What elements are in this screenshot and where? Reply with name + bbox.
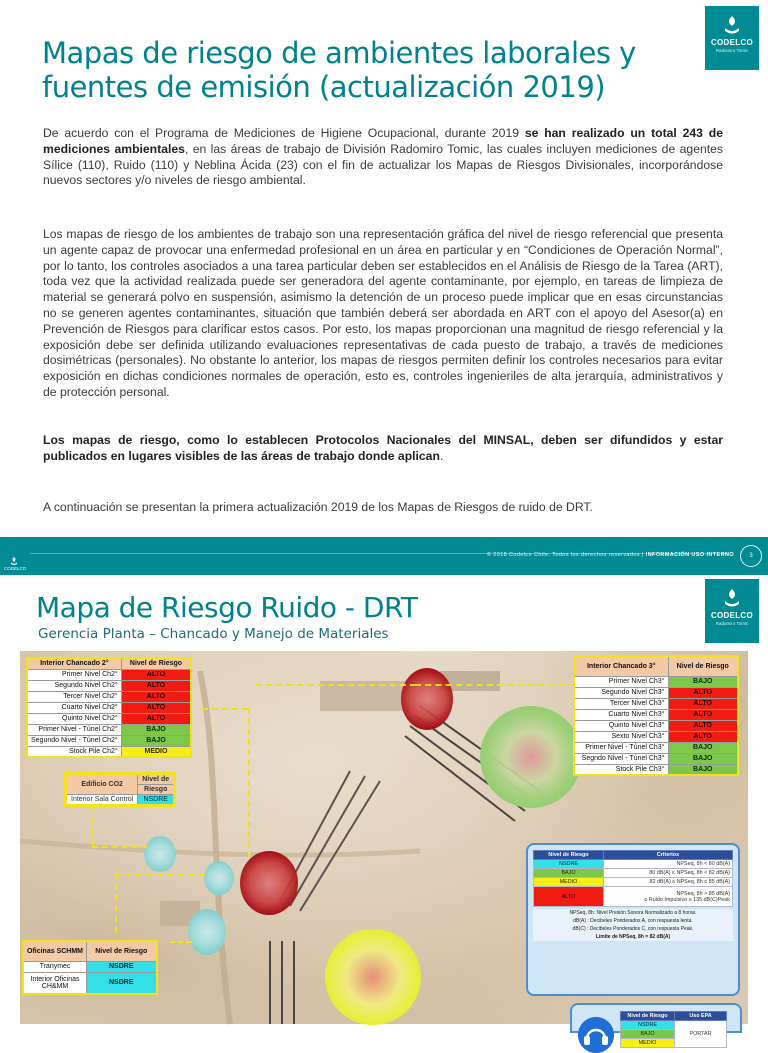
table-row [574, 698, 738, 709]
codelco-mark-icon [721, 14, 743, 36]
ch2-area: Primer Nivel - Túnel Ch2° [27, 724, 121, 735]
legend-criteria: 80 dB(A) ≤ NPSeq, 8h < 82 dB(A) [604, 869, 733, 878]
footer-text [487, 552, 734, 558]
legend-level: NSDRE [534, 860, 604, 869]
ch3-header: Interior Chancado 3° [574, 656, 668, 676]
zone-co2-nsdre [144, 836, 176, 872]
connector-ch2-v [248, 708, 250, 858]
zone-ch3-alto [401, 668, 453, 730]
table-row [27, 702, 191, 713]
table-row [23, 961, 157, 972]
legend-notes [533, 909, 733, 941]
footer-copyright: © 2018 Codelco Chile. Todos los derechos reservados | [486, 552, 646, 558]
table-oficinas-schmm [22, 940, 158, 995]
table-row [621, 1021, 727, 1030]
ch2-level: MEDIO [121, 746, 191, 757]
epp-level: NSDRE [621, 1021, 675, 1030]
ch3-level: ALTO [668, 720, 738, 731]
schmm-area: Interior Oficinas CH&MM [23, 972, 87, 994]
zone-ch2-alto [240, 851, 298, 915]
p1-text-c: , en las áreas de trabajo de División Radomiro Tomic, las cuales incluyen mediciones de agentes Sílice (110), Ruido (110) y Neblina Ácida (23) con el fin de actualizar los Mapas de Riesgos Divisionales, incorporándose nuevos sectores y/o niveles de riesgo ambiental. [43, 141, 724, 188]
slide-footer [0, 537, 768, 575]
slide-2-subtitle: Gerencia Planta – Chancado y Manejo de Materiales [38, 626, 389, 642]
ch3-area: Segundo Nivel Ch3° [574, 687, 668, 698]
ch2-area: Primer Nivel Ch2° [27, 669, 121, 680]
footer-logo [4, 557, 27, 573]
co2-area: Interior Sala Control [66, 795, 138, 806]
ch3-area: Stock Pile Ch3° [574, 764, 668, 775]
connector-ch3-right [415, 684, 575, 686]
ch3-area: Primer Nivel - Túnel Ch3° [574, 742, 668, 753]
zone-ch3-bajo [480, 706, 582, 808]
ch3-area: Segndo Nivel - Túnel Ch3° [574, 753, 668, 764]
slide-1-title: Mapas de riesgo de ambientes laborales y fuentes de emisión (actualización 2019) [42, 36, 636, 104]
paragraph-continuacion: A continuación se presentan la primera actualización 2019 de los Mapas de Riesgos de ruido de DRT. [43, 500, 593, 514]
table-row [534, 869, 733, 878]
legend-level: ALTO [534, 887, 604, 907]
ch2-area: Cuarto Nivel Ch2° [27, 702, 121, 713]
connector-schmm-2 [170, 941, 192, 943]
table-row [27, 746, 191, 757]
ch2-area: Quinto Nivel Ch2° [27, 713, 121, 724]
legend-criteria-2: o Ruido Impulsivo ≥ 135 dB(C)Peak [644, 896, 730, 903]
legend-level: BAJO [534, 869, 604, 878]
paragraph-mediciones [43, 126, 723, 189]
legend-note: dB(A) : Decibeles Ponderados A, con respuesta lenta. [573, 918, 693, 924]
codelco-logo [705, 6, 759, 70]
legend-col-criteria: Criterios [604, 851, 733, 860]
epp-col-use: Uso EPA [675, 1012, 727, 1021]
epp-level: MEDIO [621, 1039, 675, 1048]
legend-criteria: NPSeq, 8h < 80 dB(A) [604, 860, 733, 869]
legend-note: NPSeq, 8h: Nivel Presión Sonora Normalizado a 8 horas. [569, 910, 697, 916]
legend-level: MEDIO [534, 878, 604, 887]
epp-col-level: Nivel de Riesgo [621, 1012, 675, 1021]
legend-col-level: Nivel de Riesgo [534, 851, 604, 860]
table-row [27, 735, 191, 746]
table-row [534, 860, 733, 869]
ch3-level: BAJO [668, 753, 738, 764]
ch3-level: ALTO [668, 731, 738, 742]
paragraph-definicion: Los mapas de riesgo de los ambientes de trabajo son una representación gráfica del nivel de riesgo referencial que presenta un agente capaz de provocar una enfermedad profesional en un área en particular y en “Condiciones de Operación Normal”, por lo tanto, los controles asociados a una tarea particular deben ser establecidos en el Análisis de Riesgo de la Tarea (ART), toda vez que la actividad realizada puede ser generadora del agente contaminante, por ejemplo, en tareas de limpieza de material se generará polvo en suspensión, asimismo la detención de un proceso puede implicar que en esas circunstancias no se generen agentes contaminantes, situación que también deberá ser abordada en ART con el apoyo del Asesor(a) en Prevención de Riesgos para clarificar estos casos. Por esto, los mapas proporcionan una magnitud de riesgo referencial y la exposición debe ser definida utilizando evaluaciones representativas de cada puesto de trabajo, a través de mediciones dosimétricas (personales). No obstante lo anterior, los mapas de riesgos permiten definir los controles necesarios para evitar exposición en dichas condiciones normales de operación, esto es, controles ingenieriles de alta jerarquía, administrativos y de protección personal. [43, 227, 723, 399]
zone-schmm-nsdre [188, 909, 226, 955]
ch3-level-header: Nivel de Riesgo [668, 656, 738, 676]
page-number: 3 [740, 545, 762, 567]
ch2-level: ALTO [121, 691, 191, 702]
connector-co2-v [92, 806, 94, 846]
codelco-mark-icon [721, 587, 743, 609]
table-row [66, 795, 175, 806]
footer-classification: INFORMACIÓN USO INTERNO [645, 552, 734, 558]
ch2-level: ALTO [121, 680, 191, 691]
epp-table [620, 1011, 727, 1048]
connector-schmm-h [115, 873, 205, 875]
ch3-level: BAJO [668, 676, 738, 687]
table-row [27, 724, 191, 735]
table-row [574, 676, 738, 687]
ch3-area: Cuarto Nivel Ch3° [574, 709, 668, 720]
logo-brand: CODELCO [710, 611, 754, 620]
table-edificio-co2 [64, 772, 176, 807]
ch3-area: Primer Nivel Ch3° [574, 676, 668, 687]
ch3-level: ALTO [668, 698, 738, 709]
logo-brand: CODELCO [710, 38, 754, 47]
ch2-level-header: Nivel de Riesgo [121, 658, 191, 669]
legend-criterios [526, 843, 740, 996]
ch3-area: Quinto Nivel Ch3° [574, 720, 668, 731]
zone-ch2-medio [325, 929, 421, 1025]
epp-box [570, 1003, 742, 1046]
ch3-area: Sexto Nivel Ch3° [574, 731, 668, 742]
codelco-logo-2 [705, 579, 759, 643]
ch2-level: ALTO [121, 702, 191, 713]
ch2-level: BAJO [121, 735, 191, 746]
connector-co2-h [92, 846, 147, 848]
table-row [574, 742, 738, 753]
table-row [534, 887, 733, 907]
logo-division: Radomiro Tomic [715, 48, 749, 53]
table-row [27, 669, 191, 680]
legend-table [533, 850, 733, 907]
table-row [23, 972, 157, 994]
co2-level: NSDRE [138, 795, 175, 806]
schmm-level: NSDRE [87, 961, 157, 972]
schmm-level: NSDRE [87, 972, 157, 994]
table-row [574, 731, 738, 742]
connector-ch2-h [202, 708, 248, 710]
zone-nsdre-small [204, 861, 234, 895]
ch3-area: Tercer Nivel Ch3° [574, 698, 668, 709]
epp-level: BAJO [621, 1030, 675, 1039]
table-row [27, 691, 191, 702]
paragraph-minsal [43, 433, 723, 465]
legend-limit: Límite de NPSeq, 8h = 82 dB(A) [595, 934, 671, 940]
ch2-area: Stock Pile Ch2° [27, 746, 121, 757]
ch3-level: BAJO [668, 742, 738, 753]
p1-text-bold: se han realizado un total 243 de mediciones ambientales [43, 126, 723, 156]
table-row [27, 680, 191, 691]
ch2-level: ALTO [121, 713, 191, 724]
legend-note: dB(C) : Decibeles Ponderados C, con respuesta Peak. [572, 926, 694, 932]
schmm-area: Tranymec [23, 961, 87, 972]
legend-criteria-alto [604, 887, 733, 907]
co2-level-header-2: Riesgo [138, 785, 175, 795]
connector-ch3-h [256, 684, 416, 686]
ch2-level: ALTO [121, 669, 191, 680]
table-row [574, 753, 738, 764]
co2-level-header-1: Nivel de [138, 774, 175, 785]
co2-header: Edificio CO2 [66, 774, 138, 795]
slide-2 [0, 575, 768, 1046]
ear-protection-icon [578, 1017, 614, 1053]
slide-2-title: Mapa de Riesgo Ruido - DRT [36, 591, 418, 624]
logo-division: Radomiro Tomic [715, 621, 749, 626]
ch3-level: ALTO [668, 687, 738, 698]
ch2-area: Segundo Nivel Ch2° [27, 680, 121, 691]
ch2-header: Interior Chancado 2° [27, 658, 121, 669]
epp-use: PORTAR [675, 1021, 727, 1048]
p3-text-end: . [439, 448, 444, 463]
p1-text-a: De acuerdo con el Programa de Mediciones de Higiene Ocupacional, durante 2019 [43, 126, 525, 140]
table-row [534, 878, 733, 887]
ch3-level: BAJO [668, 764, 738, 775]
p3-text-bold: Los mapas de riesgo, como lo establecen Protocolos Nacionales del MINSAL, deben ser difundidos y estar publicados en lugares visibles de las áreas de trabajo donde aplican [43, 433, 723, 463]
table-chancado-3 [573, 655, 739, 776]
table-chancado-2 [26, 657, 192, 758]
ch3-level: ALTO [668, 709, 738, 720]
codelco-mini-icon [10, 557, 18, 565]
table-row [574, 687, 738, 698]
legend-criteria: NPSeq, 8h > 85 dB(A) [676, 890, 730, 897]
noise-risk-map [20, 651, 748, 1046]
ch2-area: Tercer Nivel Ch2° [27, 691, 121, 702]
connector-schmm-v [115, 873, 117, 933]
table-row [574, 709, 738, 720]
legend-criteria: 82 dB(A) ≤ NPSeq, 8h ≤ 85 dB(A) [604, 878, 733, 887]
table-row [574, 764, 738, 775]
schmm-header: Oficinas SCHMM [23, 941, 87, 961]
table-row [574, 720, 738, 731]
ch2-area: Segundo Nivel - Túnel Ch2° [27, 735, 121, 746]
table-row [27, 713, 191, 724]
footer-logo-text: CODELCO [4, 566, 27, 571]
schmm-level-header: Nivel de Riesgo [87, 941, 157, 961]
ch2-level: BAJO [121, 724, 191, 735]
